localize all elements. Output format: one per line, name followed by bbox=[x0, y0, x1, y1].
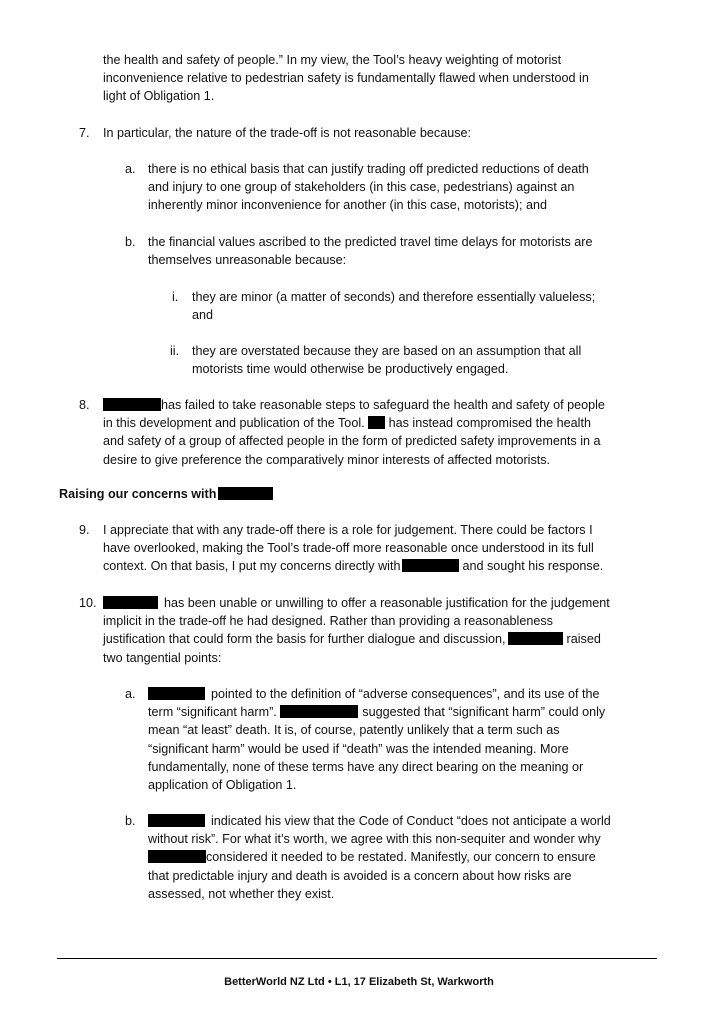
footer-company: BetterWorld NZ Ltd bbox=[224, 976, 325, 988]
item-10a-line-text: suggested that “significant harm” could only bbox=[362, 705, 606, 720]
item-7b-ii-text bbox=[192, 342, 581, 378]
redaction-block bbox=[148, 850, 206, 863]
item-7-line: In particular, the nature of the trade-off is not reasonable because: bbox=[103, 126, 472, 140]
redaction-block bbox=[368, 416, 385, 429]
item-8-line: desire to give preference the comparatively minor interests of affected motorists. bbox=[103, 452, 551, 467]
intro-paragraph bbox=[103, 51, 589, 106]
item-10b-line bbox=[148, 812, 611, 830]
item-8-line: and safety of a group of affected people in the form of predicted safety improvements in a bbox=[103, 434, 601, 449]
item-7a-line: inherently minor inconvenience for another (in this case, motorists); and bbox=[148, 198, 547, 213]
item-10-number: 10. bbox=[79, 596, 97, 610]
item-10-line bbox=[103, 630, 610, 648]
item-10a-line: mean “at least” death. It is, of course, patently unlikely that a term such as bbox=[148, 723, 560, 738]
item-10-line-text: raised bbox=[566, 632, 601, 647]
page-footer bbox=[0, 975, 718, 989]
item-10a-line bbox=[148, 703, 605, 721]
item-10a-text bbox=[148, 685, 605, 794]
item-7b-text bbox=[148, 233, 593, 269]
item-10a-line: fundamentally, none of these terms have any direct bearing on the meaning or bbox=[148, 759, 584, 774]
item-10a-line: “significant harm” would be used if “death” was the intended meaning. More bbox=[148, 741, 569, 756]
item-8-text bbox=[103, 396, 605, 469]
section-heading-text: Raising our concerns with bbox=[59, 487, 217, 501]
item-7b-ii-line: motorists time would otherwise be productively engaged. bbox=[192, 362, 509, 377]
item-7a-text bbox=[148, 160, 589, 215]
item-10b-line-text: indicated his view that the Code of Conduct “does not anticipate a world bbox=[211, 814, 611, 828]
item-8-number: 8. bbox=[79, 398, 90, 412]
item-10b-text bbox=[148, 812, 611, 903]
item-10-line: implicit in the trade-off he had designed. Rather than providing a reasonableness bbox=[103, 614, 553, 629]
item-7b-ii-line: they are overstated because they are based on an assumption that all bbox=[192, 344, 582, 358]
item-8-line bbox=[103, 396, 605, 414]
item-10b-line: that predictable injury and death is avoided is a concern about how risks are bbox=[148, 868, 572, 883]
item-7b-i-numeral: i. bbox=[172, 290, 179, 304]
item-10a-letter: a. bbox=[125, 687, 136, 701]
intro-line: light of Obligation 1. bbox=[103, 89, 215, 104]
footer-divider bbox=[57, 958, 657, 959]
redaction-block bbox=[402, 559, 459, 572]
item-10-line bbox=[103, 594, 610, 612]
item-7b-i-line: and bbox=[192, 308, 214, 323]
item-8-line bbox=[103, 414, 605, 432]
item-7b-i-text bbox=[192, 288, 595, 324]
item-10-line-text: has been unable or unwilling to offer a reasonable justification for the judgement bbox=[164, 596, 610, 610]
item-10b-line bbox=[148, 848, 611, 866]
item-9-number: 9. bbox=[79, 523, 90, 537]
item-9-text bbox=[103, 521, 603, 576]
item-7a-line: there is no ethical basis that can justify trading off predicted reductions of death bbox=[148, 162, 589, 176]
section-heading bbox=[59, 485, 273, 503]
redaction-block bbox=[508, 632, 563, 645]
redaction-block bbox=[280, 705, 358, 718]
footer-separator: • bbox=[327, 976, 332, 988]
redaction-block bbox=[103, 596, 158, 609]
item-10-line: two tangential points: bbox=[103, 650, 222, 665]
item-10a-line bbox=[148, 685, 605, 703]
intro-line: the health and safety of people.” In my view, the Tool’s heavy weighting of motorist bbox=[103, 53, 562, 67]
item-7b-line: the financial values ascribed to the predicted travel time delays for motorists are bbox=[148, 235, 593, 249]
item-9-line bbox=[103, 557, 603, 575]
item-7b-ii-numeral: ii. bbox=[170, 344, 180, 358]
item-10b-line: assessed, not whether they exist. bbox=[148, 886, 335, 901]
item-10-text bbox=[103, 594, 610, 667]
redaction-block bbox=[148, 814, 205, 827]
item-10b-line: without risk”. For what it’s worth, we agree with this non-sequiter and wonder why bbox=[148, 832, 601, 847]
item-10a-line-text: pointed to the definition of “adverse consequences”, and its use of the bbox=[211, 687, 600, 701]
intro-line: inconvenience relative to pedestrian safety is fundamentally flawed when understood in bbox=[103, 71, 589, 86]
item-7a-line: and injury to one group of stakeholders (in this case, pedestrians) against an bbox=[148, 180, 575, 195]
item-7a-letter: a. bbox=[125, 162, 136, 176]
redaction-block bbox=[148, 687, 205, 700]
item-7b-i-line: they are minor (a matter of seconds) and therefore essentially valueless; bbox=[192, 290, 596, 304]
item-10b-letter: b. bbox=[125, 814, 136, 828]
footer-address: L1, 17 Elizabeth St, Warkworth bbox=[334, 976, 494, 988]
item-8-line-text: has failed to take reasonable steps to safeguard the health and safety of people bbox=[161, 398, 605, 412]
item-9-line: have overlooked, making the Tool’s trade-off more reasonable once understood in its full bbox=[103, 541, 594, 556]
redaction-block bbox=[218, 487, 273, 500]
item-10a-line: application of Obligation 1. bbox=[148, 778, 297, 793]
item-10b-line-text: considered it needed to be restated. Manifestly, our concern to ensure bbox=[206, 850, 596, 865]
item-9-line: I appreciate that with any trade-off there is a role for judgement. There could be factors I bbox=[103, 523, 593, 537]
item-8-line-text: in this development and publication of the Tool. bbox=[103, 416, 365, 431]
item-8-line-text: has instead compromised the health bbox=[388, 416, 591, 431]
item-9-line-text: and sought his response. bbox=[462, 559, 604, 574]
item-7b-line: themselves unreasonable because: bbox=[148, 253, 347, 268]
item-10-line-text: justification that could form the basis for further dialogue and discussion, bbox=[103, 632, 506, 647]
item-9-line-text: context. On that basis, I put my concerns directly with bbox=[103, 559, 401, 574]
redaction-block bbox=[103, 398, 161, 411]
item-10a-line-text: term “significant harm”. bbox=[148, 705, 277, 720]
item-7b-letter: b. bbox=[125, 235, 136, 249]
item-7-text bbox=[103, 124, 471, 142]
item-7-number: 7. bbox=[79, 126, 90, 140]
